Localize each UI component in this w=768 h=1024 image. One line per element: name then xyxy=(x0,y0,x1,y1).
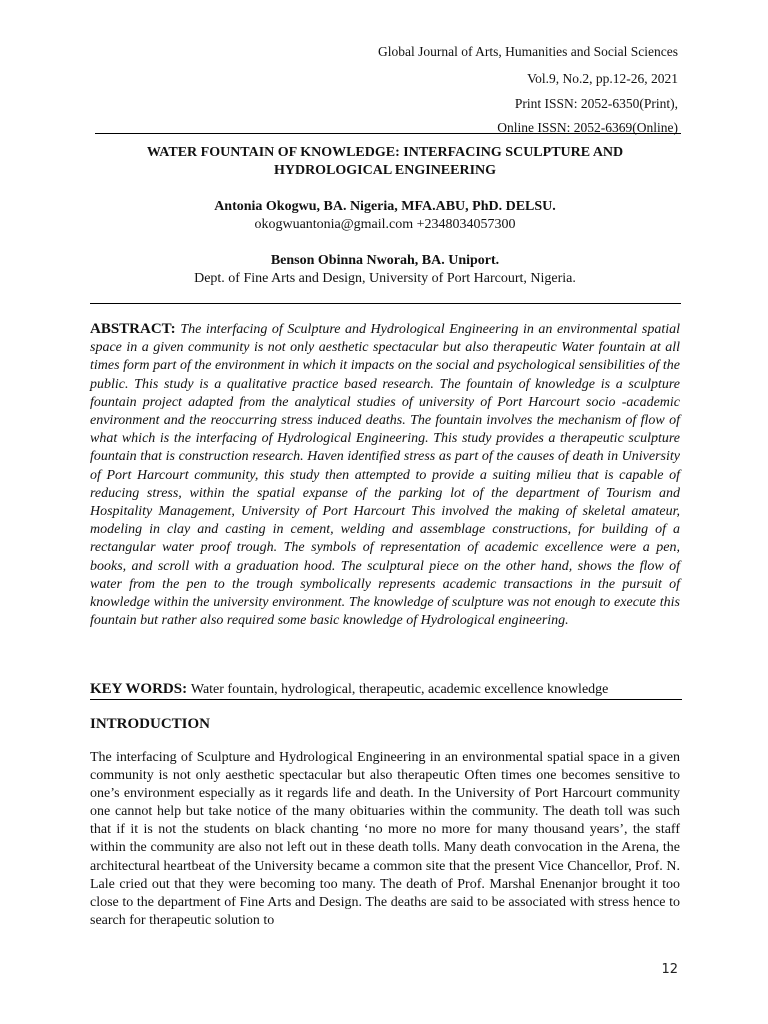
page-number: 12 xyxy=(661,962,678,977)
print-issn: Print ISSN: 2052-6350(Print), xyxy=(514,96,678,111)
author-1-contact: okogwuantonia@gmail.com +2348034057300 xyxy=(254,217,516,232)
journal-volume: Vol.9, No.2, pp.12-26, 2021 xyxy=(527,71,678,86)
abstract-label: ABSTRACT: xyxy=(90,321,181,337)
introduction-paragraph: The interfacing of Sculpture and Hydrological Engineering in an environmental spatial space in a given community is not only aesthetic spectacular but also therapeutic Often times one becomes sensitive to one’s environment especially as it regards life and death. In the University of Port Harcourt community one cannot help but take notice of the many obituaries within the community. The death toll was such that if it is not the students on black chanting ‘no more no more for many thousand years’, the staff within the community are also not left out in these death tolls. Many death convocation in the Arena, the architectural heartbeat of the University became a common site that the present Vice Chancellor, Prof. N. Lale cried out that they were becoming too many. The death of Prof. Marshal Enenanjor brought it too close to the department of Fine Arts and Design. The deaths are said to be associated with stress hence to search for therapeutic solution to xyxy=(90,750,680,928)
journal-name: Global Journal of Arts, Humanities and Social Sciences xyxy=(378,44,678,59)
keywords-text: Water fountain, hydrological, therapeutic, academic excellence knowledge xyxy=(190,682,609,697)
section-heading-introduction: INTRODUCTION xyxy=(90,716,211,732)
author-1-name: Antonia Okogwu, BA. Nigeria, MFA.ABU, PhD. DELSU. xyxy=(214,199,556,214)
author-2-name: Benson Obinna Nworah, BA. Uniport. xyxy=(270,253,500,268)
keywords-label: KEY WORDS: xyxy=(90,681,191,697)
author-2-affiliation: Dept. of Fine Arts and Design, University of Port Harcourt, Nigeria. xyxy=(194,271,576,286)
paper-title: WATER FOUNTAIN OF KNOWLEDGE: INTERFACING SCULPTURE AND HYDROLOGICAL ENGINEERING xyxy=(146,145,624,178)
abstract xyxy=(90,320,680,630)
keywords xyxy=(90,680,682,700)
authors-divider xyxy=(90,303,681,304)
abstract-text: The interfacing of Sculpture and Hydrological Engineering in an environmental spatial space in a given community is not only aesthetic spectacular but also therapeutic Water fountain at all times form part of the environment in which it impacts on the social and psychological sensibilities of the public. This study is a qualitative practice based research. The fountain of knowledge is a sculpture fountain project adapted from the analytical studies of university of Port Harcourt socio -academic environment and the reoccurring stress induced deaths. The fountain involves the mechanism of flow of what which is the interfacing of Hydrological Engineering. This study provides a therapeutic sculpture fountain that is construction research. Haven identified stress as part of the causes of death in University of Port Harcourt community, this study then attempted to provide a suiting milieu that is capable of reducing stress, within the spatial expanse of the parking lot of the department of Tourism and Hospitality Management, University of Port Harcourt This involved the making of skeletal amateur, modeling in clay and casting in cement, welding and assemblage constructions, for building of a rectangular water proof trough. The symbols of representation of academic excellence were a pen, books, and scroll with a graduation hood. The sculptural piece on the other hand, shows the flow of water from the pen to the trough symbolically represents academic transactions in the pursuit of knowledge within the university environment. The knowledge of sculpture was not enough to execute this fountain but rather also required some basic knowledge of Hydrological engineering. xyxy=(90,322,680,629)
header-divider xyxy=(95,133,681,134)
online-issn: Online ISSN: 2052-6369(Online) xyxy=(497,120,678,135)
